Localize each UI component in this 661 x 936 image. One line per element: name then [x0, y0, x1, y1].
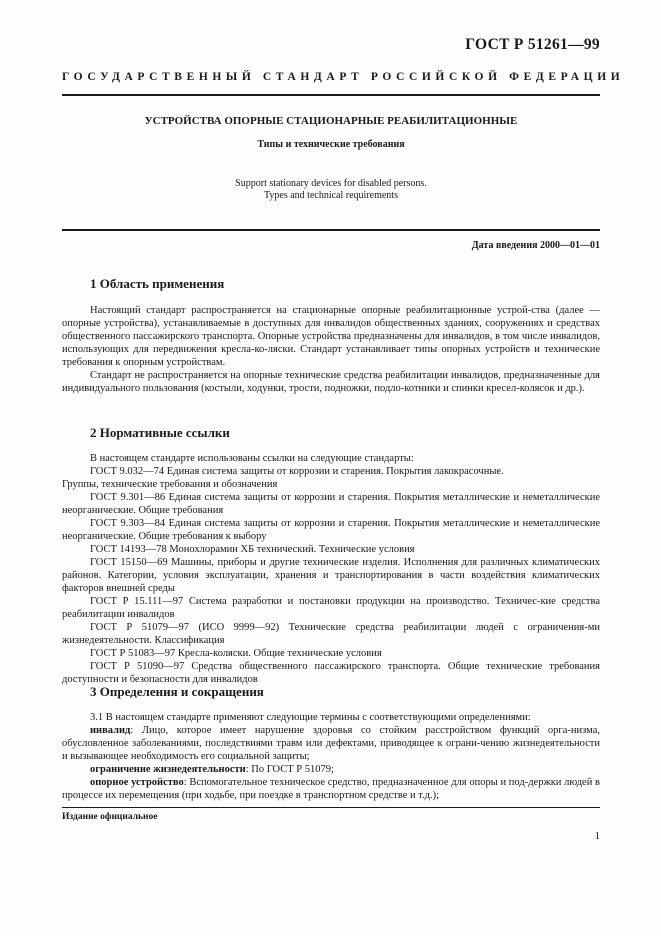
reference-item: ГОСТ 15150—69 Машины, приборы и другие технические изделия. Исполнения для различных климатических районов. Категории, условия эксплуатации, хранения и транспортирования в части воздействия климатических факторов внешней среды [62, 557, 600, 594]
reference-item: ГОСТ Р 15.111—97 Система разработки и постановки продукции на производство. Техничес-кие средства реабилитации инвалидов [62, 596, 600, 620]
definition-item [62, 724, 600, 763]
paragraph: 3.1 В настоящем стандарте применяют следующие термины с соответствующими определениями: [90, 712, 531, 723]
term: ограничение жизнедеятельности [90, 764, 246, 775]
section-heading-references: 2 Нормативные ссылки [90, 425, 230, 440]
title-rule [62, 229, 600, 231]
definition-item [62, 776, 600, 802]
section-heading-scope: 1 Область применения [90, 276, 225, 291]
term: инвалид [90, 725, 131, 736]
reference-item: ГОСТ Р 51090—97 Средства общественного пассажирского транспорта. Общие технические требования доступности и безопасности для инвалидов [62, 661, 600, 685]
document-page [62, 0, 625, 936]
paragraph: Стандарт не распространяется на опорные технические средства реабилитации инвалидов, предназначенные для индивидуального пользования (костыли, ходунки, трости, подножки, подло-котники и спинки кресел-колясок и др.). [62, 370, 600, 394]
document-subtitle: Типы и технические требования [257, 139, 405, 150]
reference-item: ГОСТ Р 51079—97 (ИСО 9999—92) Технические средства реабилитации людей с ограничения-ми жизнедеятельности. Классификация [62, 622, 600, 646]
footer-rule [62, 807, 600, 808]
english-title-line-1: Support stationary devices for disabled persons. [235, 178, 427, 189]
definition-item [62, 763, 600, 776]
reference-item: ГОСТ 9.032—74 Единая система защиты от коррозии и старения. Покрытия лакокрасочные. [90, 466, 504, 477]
section-heading-definitions: 3 Определения и сокращения [90, 684, 264, 699]
definition: : По ГОСТ Р 51079; [245, 764, 334, 775]
reference-item: ГОСТ 14193—78 Монохлорамин ХБ технический. Технические условия [90, 544, 415, 555]
top-rule [62, 94, 600, 96]
section-body-scope [62, 304, 600, 395]
definition: : Вспомогательное техническое средство, предназначенное для опоры и под-держки людей в процессе их перемещения (при ходьбе, при поездке в транспортном средстве и т.д.); [62, 777, 600, 801]
english-title-line-2: Types and technical requirements [264, 190, 398, 201]
official-edition-label: Издание официальное [62, 812, 158, 822]
reference-item: ГОСТ 9.301—86 Единая система защиты от коррозии и старения. Покрытия металлические и неметаллические неорганические. Общие требования [62, 492, 600, 516]
definition: : Лицо, которое имеет нарушение здоровья со стойким расстройством функций орга-низма, обусловленное заболеваниями, последствиями травм или дефектами, приводящее к ограни-чению жизнедеятельности и вызывающее необходимость его социальной защиты; [62, 725, 600, 762]
reference-item-continuation: Группы, технические требования и обозначения [62, 479, 278, 490]
term: опорное устройство [90, 777, 184, 788]
reference-item: ГОСТ Р 51083—97 Кресла-коляски. Общие технические условия [90, 648, 382, 659]
section-body-references [62, 452, 600, 686]
reference-item: ГОСТ 9.303—84 Единая система защиты от коррозии и старения. Покрытия металлические и неметаллические неорганические. Общие требования к выбору [62, 518, 600, 542]
introduction-date: Дата введения 2000—01—01 [471, 240, 600, 251]
paragraph: Настоящий стандарт распространяется на стационарные опорные реабилитационные устрой-ства (далее — опорные устройства), устанавливаемые в доступных для инвалидов общественных зданиях, сооружениях и средствах общественного пассажирского транспорта. Опорные устройства предназначены для инвалидов, в том числе инвалидов, использующих для передвижения кресла-ко-ляски. Стандарт устанавливает типы опорных устройств и технические требования к опорным устройствам. [62, 305, 600, 368]
english-title [62, 178, 600, 202]
state-standard-heading: ГОСУДАРСТВЕННЫЙ СТАНДАРТ РОССИЙСКОЙ ФЕДЕРАЦИИ [62, 71, 625, 83]
document-number: ГОСТ Р 51261—99 [465, 36, 600, 53]
section-body-definitions [62, 711, 600, 802]
paragraph: В настоящем стандарте использованы ссылки на следующие стандарты: [90, 453, 414, 464]
page-number: 1 [594, 831, 600, 842]
document-title: УСТРОЙСТВА ОПОРНЫЕ СТАЦИОНАРНЫЕ РЕАБИЛИТАЦИОННЫЕ [144, 115, 518, 127]
